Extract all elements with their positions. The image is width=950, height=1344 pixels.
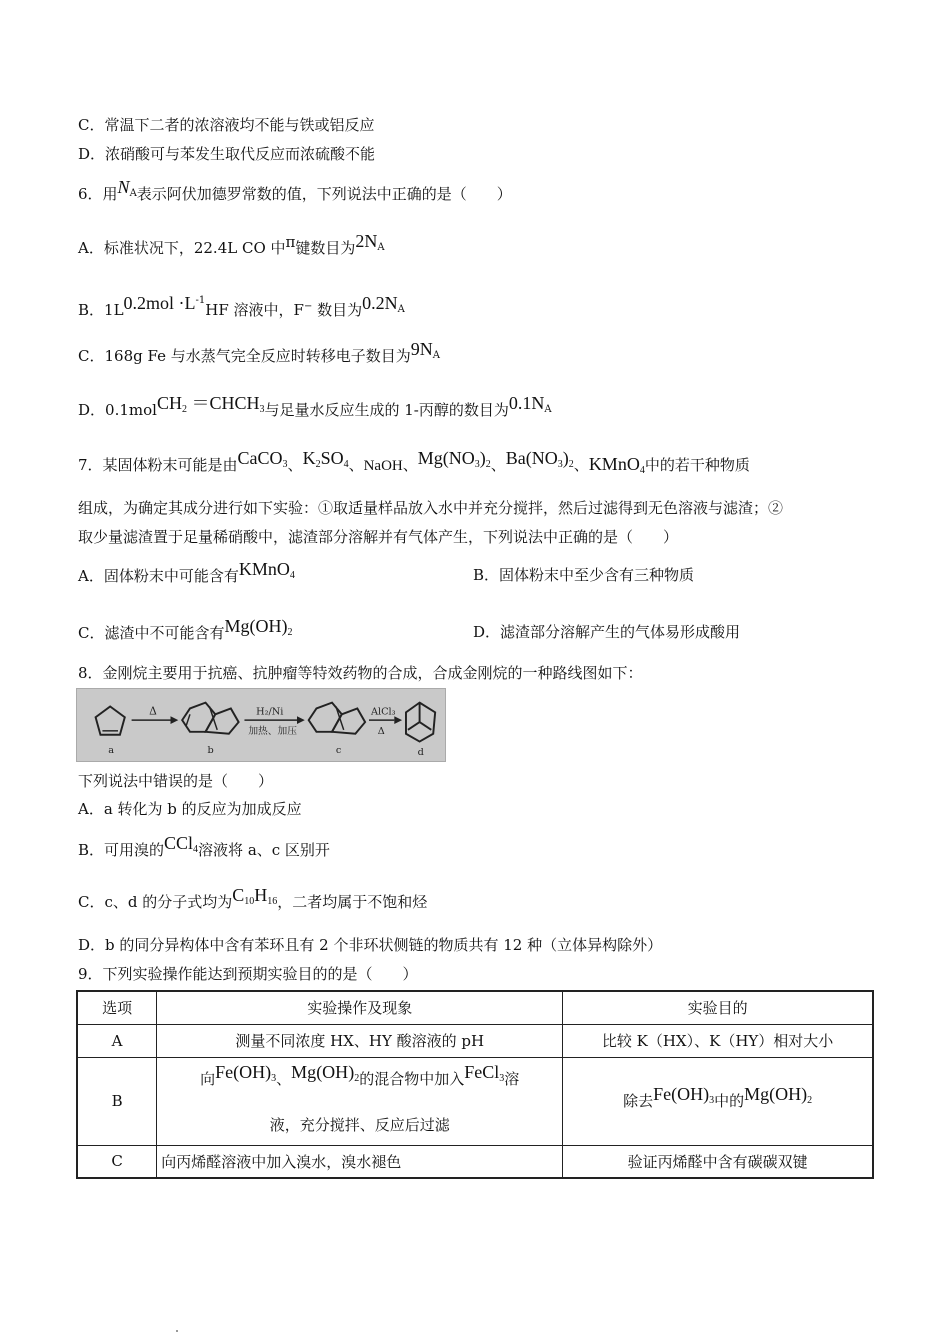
q7-option-d: D．滤渣部分溶解产生的气体易形成酸用 xyxy=(473,623,741,641)
q7-stem: 7．某固体粉末可能是由CaCO$_3$、$K_2SO_4$、NaOH、$Mg(NO_3)_2$、$Ba(NO_3)_2$、KMnO$_4$中的若干种物质 xyxy=(78,448,750,476)
row-b-option: B xyxy=(77,1057,157,1145)
arrow-1-label: Δ xyxy=(149,704,157,718)
row-b-goal: 除去$Fe(OH)_3$中的$Mg(OH)_2$ xyxy=(563,1057,873,1145)
table-row xyxy=(77,1057,873,1145)
row-a-goal: 比较 K（HX）、K（HY）相对大小 xyxy=(563,1024,873,1057)
q8-option-a: A．a 转化为 b 的反应为加成反应 xyxy=(78,800,302,818)
row-c-operation: 向丙烯醛溶液中加入溴水，溴水褪色 xyxy=(157,1145,563,1178)
q5-option-d: D．浓硝酸可与苯发生取代反应而浓硫酸不能 xyxy=(78,145,376,163)
label-d: d xyxy=(417,747,424,759)
q8-option-b: B．可用溴的CCl$_4$溶液将 a、c 区别开 xyxy=(78,833,330,859)
q7-option-c: C．滤渣中不可能含有$Mg(OH)_2$ xyxy=(78,616,293,642)
label-a: a xyxy=(108,745,115,757)
q7-option-b: B．固体粉末中至少含有三种物质 xyxy=(473,566,695,584)
arrow-2-bottom: 加热、加压 xyxy=(248,725,297,737)
q6-stem: 6．用$N_A$表示阿伏加德罗常数的值，下列说法中正确的是（ ） xyxy=(78,177,512,203)
table-header-row xyxy=(77,991,873,1024)
arrow-3-bottom: Δ xyxy=(377,725,385,737)
label-c: c xyxy=(335,745,342,757)
q7-option-a: A．固体粉末中可能含有KMnO$_4$ xyxy=(78,559,295,585)
header-goal: 实验目的 xyxy=(563,991,873,1024)
q5-option-c: C．常温下二者的浓溶液均不能与铁或铝反应 xyxy=(78,116,375,134)
q6-option-b: B．$1L0.2mol \cdot L^{-1}HF$ 溶液中，F− 数目为$0.2N_A$ xyxy=(78,293,405,319)
reaction-scheme-svg xyxy=(77,689,445,761)
experiment-table xyxy=(76,990,874,1179)
q6-option-c: C．168g Fe 与水蒸气完全反应时转移电子数目为$9N_A$ xyxy=(78,339,440,365)
q8-option-d: D．b 的同分异构体中含有苯环且有 2 个非环状侧链的物质共有 12 种（立体异构除外） xyxy=(78,936,663,954)
q7-stem-line3: 取少量滤渣置于足量稀硝酸中，滤渣部分溶解并有气体产生，下列说法中正确的是（ ） xyxy=(78,528,679,546)
molecule-d xyxy=(406,703,435,742)
arrow-2-top: H₂/Ni xyxy=(256,706,284,718)
label-b: b xyxy=(207,745,214,757)
row-c-option: C xyxy=(77,1145,157,1178)
row-a-operation: 测量不同浓度 HX、HY 酸溶液的 pH xyxy=(157,1024,563,1057)
q6-option-a: A．标准状况下，22.4L CO 中π键数目为$2N_A$ xyxy=(78,231,385,257)
molecule-b xyxy=(182,703,238,734)
q7-stem-line2: 组成，为确定其成分进行如下实验：①取适量样品放入水中并充分搅拌，然后过滤得到无色溶液与滤渣；② xyxy=(78,499,784,517)
header-operation: 实验操作及现象 xyxy=(157,991,563,1024)
q6-option-d: D．0.1molCH$_2$ $=CHCH_3$与足量水反应生成的 1-丙醇的数目为$0.1N_A$ xyxy=(78,393,552,419)
q8-stem: 8．金刚烷主要用于抗癌、抗肿瘤等特效药物的合成，合成金刚烷的一种路线图如下： xyxy=(78,664,643,682)
arrow-3-top: AlCl₃ xyxy=(370,706,396,718)
row-c-goal: 验证丙烯醛中含有碳碳双键 xyxy=(563,1145,873,1178)
table-row xyxy=(77,1145,873,1178)
reaction-scheme-image xyxy=(76,688,446,762)
row-a-option: A xyxy=(77,1024,157,1057)
table-row xyxy=(77,1024,873,1057)
q9-stem: 9．下列实验操作能达到预期实验目的的是（ ） xyxy=(78,965,418,983)
header-option: 选项 xyxy=(77,991,157,1024)
q8-option-c: C．c、d 的分子式均为$C_{10}H_{16}$，二者均属于不饱和烃 xyxy=(78,885,428,911)
page-dot xyxy=(176,1330,178,1332)
molecule-c xyxy=(309,703,365,734)
row-b-operation: 向$Fe(OH)_3$、$Mg(OH)_2$的混合物中加入FeCl$_3$溶 液，充分搅拌、反应后过滤 xyxy=(157,1057,563,1145)
q8-ask: 下列说法中错误的是（ ） xyxy=(78,772,274,790)
